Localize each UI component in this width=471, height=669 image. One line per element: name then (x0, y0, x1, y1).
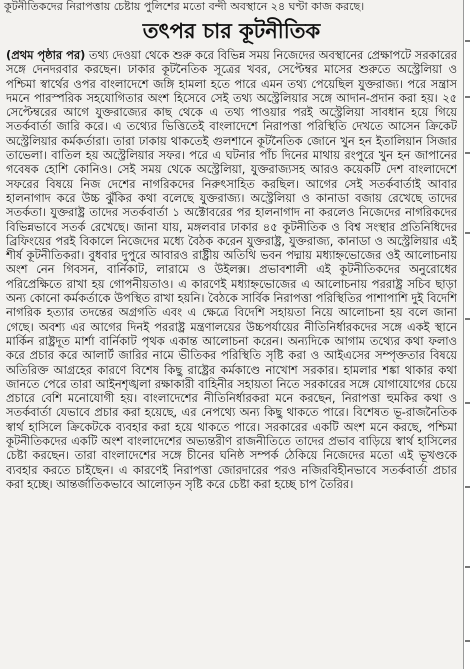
adjacent-text-fragment (465, 318, 470, 320)
continuation-tag: (প্রথম পৃষ্ঠার পর) (6, 48, 86, 62)
adjacent-text-fragment (465, 566, 470, 568)
article-headline: তৎপর চার কূটনীতিক (142, 19, 321, 43)
article-text: তথ্য দেওয়া থেকে শুরু করে বিভিন্ন সময় নিজেদের অবস্থানের প্রেক্ষাপটে সরকারের সঙ্গে দেনদরবার করছেন। ঢাকার কূটনৈতিক সূত্রের খবর, সেপ্টেম্বর মাসের শুরুতে অস্ট্রেলিয়া ও পশ্চিমা স্বার্থের ওপর বাংলাদেশে জঙ্গি হামলা হতে পারে এমন তথ্য পেয়েছিল যুক্তরাজ্য। পরে সন্ত্রাস দমনে পারস্পরিক সহযোগিতার অংশ হিসেবে সেই তথ্য অস্ট্রেলিয়ার সঙ্গে আদান-প্রদান করা হয়। ২৫ সেপ্টেম্বরের আগে যুক্তরাজ্যের কাছ থেকে এ তথ্য পাওয়ার পরই অস্ট্রেলিয়া সাবধান হয়ে গিয়ে সতর্কবার্তা জারি করে। এ তথ্যের ভিত্তিতেই বাংলাদেশে নিরাপত্তা পরিস্থিতি দেখতে আসেন ক্রিকেট অস্ট্রেলিয়ার কর্মকর্তারা। তারা ঢাকায় থাকতেই গুলশানে কূটনৈতিক জোনে খুন হন ইতালিয়ান সিজার তাভেলা। বাতিল হয় অস্ট্রেলিয়ার সফর। পরে এ ঘটনার পাঁচ দিনের মাথায় রংপুরে খুন হন জাপানের গবেষক হোশি কোনিও। সেই সময় থেকে অস্ট্রেলিয়া, যুক্তরাজ্যসহ আরও কয়েকটি দেশ বাংলাদেশে সফরের বিষয়ে নিজ দেশের নাগরিকদের নিরুৎসাহিত করছিল। আগের সেই সতর্কবার্তাই আবার হালনাগাদ করে উচ্চ ঝুঁকির কথা বলেছে যুক্তরাজ্য। অস্ট্রেলিয়া ও কানাডা বজায় রেখেছে তাদের সতর্কতা। যুক্তরাষ্ট্র তাদের সতর্কবার্তা ১ অক্টোবরের পর হালনাগাদ না করলেও নিজেদের নাগরিকদের বিভিন্নভাবে সতর্ক রেখেছে। জানা যায়, মঙ্গলবার ঢাকার ৪৫ কূটনীতিক ও বিশ্ব সংস্থার প্রতিনিধিদের ব্রিফিংয়ের পরই বিকালে নিজেদের মধ্যে বৈঠক করেন যুক্তরাষ্ট্র, যুক্তরাজ্য, কানাডা ও অস্ট্রেলিয়ার এই শীর্ষ কূটনীতিকরা। বুধবার দুপুরে আবারও রাষ্ট্রীয় অতিথি ভবন পদ্মায় মধ্যাহ্নভোজের ওই আলোচনায় অংশ নেন গিবসন, বার্নিকাট, লারামে ও উইলক্স। প্রভাবশালী এই কূটনীতিকদের অনুরোধের পরিপ্রেক্ষিতে রাখা হয় গোপনীয়তাও। এ কারণেই মধ্যাহ্নভোজের এ আলোচনায় পররাষ্ট্র সচিব ছাড়া অন্য কোনো কর্মকর্তাকে উপস্থিত রাখা হয়নি। বৈঠকে সার্বিক নিরাপত্তা পরিস্থিতির পাশাপাশি দুই বিদেশি নাগরিক হত্যার তদন্তের অগ্রগতি এবং এ ক্ষেত্রে বিদেশি সহায়তা নিয়ে আলোচনা হয় বলে জানা গেছে। অবশ্য এর আগের দিনই পররাষ্ট্র মন্ত্রণালয়ের উচ্চপর্যায়ের নীতিনির্ধারকদের সঙ্গে একই স্থানে মার্কিন রাষ্ট্রদূত মার্শা বার্নিকাট পৃথক একান্ত আলোচনা করেন। অন্যদিকে আগাম তথ্যের কথা ফলাও করে প্রচার করে আলার্ট জারির নামে ভীতিকর পরিস্থিতি সৃষ্টি করা ও আইএসের সম্পৃক্ততার বিষয়ে অতিরিক্ত আগ্রহের কারণে বিশেষ কিছু রাষ্ট্রের কর্মকাণ্ডে নাখোশ সরকার। হামলার শঙ্কা থাকার কথা জানতে পেরে তারা আইনশৃঙ্খলা রক্ষাকারী বাহিনীর সহায়তা নিতে সরকারের সঙ্গে যোগাযোগের চেয়ে প্রচারে বেশি মনোযোগী হয়। বাংলাদেশের নীতিনির্ধারকরা মনে করছেন, নিরাপত্তা হুমকির কথা ও সতর্কবার্তা যেভাবে প্রচার করা হয়েছে, এর নেপথ্যে অন্য কিছু থাকতে পারে। বিশেষত ভূ-রাজনৈতিক স্বার্থ হাসিলে ক্রিকেটকে ব্যবহার করা হয়ে থাকতে পারে। সরকারের একটি অংশ মনে করছে, পশ্চিমা কূটনীতিকদের একটি অংশ বাংলাদেশের অভ্যন্তরীণ রাজনীতিতে তাদের প্রভাব বাড়িয়ে স্বার্থ হাসিলের চেষ্টা করছেন। তারা বাংলাদেশের সঙ্গে চীনের ঘনিষ্ঠ সম্পর্ক ঠেকিয়ে নিজেদের মতো এই ভূখণ্ডকে ব্যবহার করতে চাইছেন। এ কারণেই নিরাপত্তা জোরদারের পরও নজিরবিহীনভাবে সতর্কবার্তা প্রচার করা হচ্ছে। আন্তর্জাতিকভাবে আলোড়ন সৃষ্টি করে চেষ্টা করা হচ্ছে চাপ তৈরির। (6, 48, 457, 491)
adjacent-text-fragment (465, 402, 470, 404)
adjacent-text-fragment (465, 96, 470, 98)
previous-article-fragment: কূটনীতিকদের নিরাপত্তায় চেষ্টায় পুলিশের মতো বন্দী অবস্থানে ২৪ ঘণ্টা কাজ করছে। (4, 0, 365, 13)
adjacent-text-fragment (465, 486, 470, 488)
adjacent-text-fragment (465, 40, 470, 42)
adjacent-text-fragment (465, 640, 470, 642)
adjacent-text-fragment (465, 232, 470, 234)
adjacent-text-fragment (465, 152, 470, 154)
article-body (6, 48, 457, 663)
adjacent-column-edge (464, 0, 471, 669)
article-paragraph (6, 48, 457, 491)
